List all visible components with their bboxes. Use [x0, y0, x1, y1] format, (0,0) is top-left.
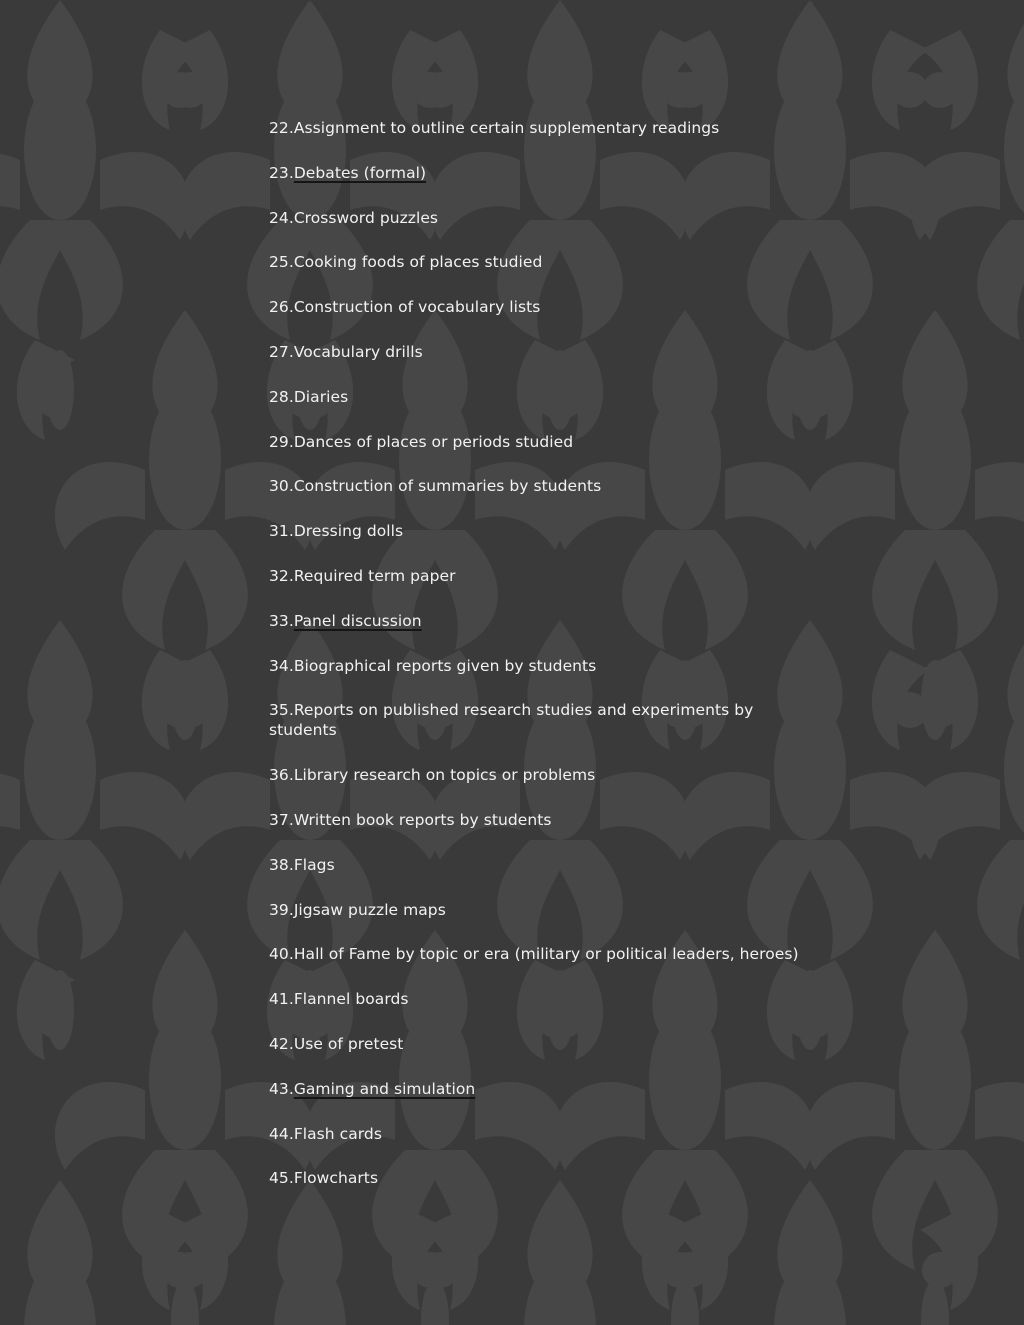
list-item: [269, 566, 829, 586]
list-item: [269, 944, 829, 964]
item-number: 23.: [269, 163, 294, 182]
list-item: [269, 208, 829, 228]
item-label: Flowcharts: [293, 1169, 379, 1188]
item-label: Library research on topics or problems: [293, 766, 596, 785]
item-label: Use of pretest: [293, 1034, 404, 1053]
item-label: Cooking foods of places studied: [293, 253, 543, 272]
item-number: 24.: [269, 208, 294, 227]
list-item: [269, 656, 829, 676]
list-item: [269, 1124, 829, 1144]
item-label: Vocabulary drills: [293, 342, 423, 361]
list-item: [269, 1079, 829, 1099]
activity-list: [269, 118, 829, 1213]
item-number: 38.: [269, 855, 294, 874]
list-item: [269, 1034, 829, 1054]
item-label: Written book reports by students: [293, 810, 552, 829]
item-label: Debates (formal): [293, 163, 427, 182]
item-number: 26.: [269, 298, 294, 317]
list-item: [269, 700, 759, 740]
item-label: Construction of vocabulary lists: [293, 298, 541, 317]
list-item: [269, 297, 829, 317]
item-number: 37.: [269, 810, 294, 829]
item-label: Construction of summaries by students: [293, 477, 602, 496]
item-number: 39.: [269, 900, 294, 919]
item-number: 22.: [269, 119, 294, 137]
item-label: Dressing dolls: [293, 522, 404, 541]
item-number: 33.: [269, 611, 294, 630]
list-item: [269, 163, 829, 183]
item-number: 27.: [269, 342, 294, 361]
item-label: Flash cards: [293, 1124, 382, 1143]
item-label: Jigsaw puzzle maps: [293, 900, 446, 919]
list-item: [269, 476, 829, 496]
list-item: [269, 1168, 829, 1188]
list-item: [269, 342, 829, 362]
item-label: Hall of Fame by topic or era (military or political leaders, heroes): [293, 945, 799, 964]
item-label: Gaming and simulation: [293, 1079, 476, 1098]
item-number: 40.: [269, 945, 294, 964]
list-item: [269, 900, 829, 920]
item-number: 32.: [269, 566, 294, 585]
list-item: [269, 387, 829, 407]
list-item: [269, 765, 829, 785]
item-number: 45.: [269, 1169, 294, 1188]
item-number: 28.: [269, 387, 294, 406]
list-item: [269, 810, 829, 830]
item-label: Assignment to outline certain supplementary readings: [293, 119, 720, 137]
list-item: [269, 432, 829, 452]
item-label: Crossword puzzles: [293, 208, 439, 227]
list-item: [269, 252, 829, 272]
item-number: 35.: [269, 701, 294, 720]
list-item: [269, 521, 829, 541]
item-number: 41.: [269, 990, 294, 1009]
list-item: [269, 855, 829, 875]
item-label: Dances of places or periods studied: [293, 432, 574, 451]
item-number: 44.: [269, 1124, 294, 1143]
item-label: Flags: [293, 855, 335, 874]
list-item: [269, 611, 829, 631]
item-label: Reports on published research studies and experiments by students: [269, 701, 754, 740]
item-label: Required term paper: [293, 566, 456, 585]
item-label: Biographical reports given by students: [293, 656, 597, 675]
item-number: 42.: [269, 1034, 294, 1053]
item-label: Diaries: [293, 387, 349, 406]
item-label: Flannel boards: [293, 990, 409, 1009]
item-label: Panel discussion: [293, 611, 422, 630]
item-number: 25.: [269, 253, 294, 272]
list-item: [269, 118, 829, 138]
item-number: 30.: [269, 477, 294, 496]
item-number: 31.: [269, 522, 294, 541]
item-number: 43.: [269, 1079, 294, 1098]
item-number: 34.: [269, 656, 294, 675]
list-item: [269, 989, 829, 1009]
item-number: 36.: [269, 766, 294, 785]
item-number: 29.: [269, 432, 294, 451]
